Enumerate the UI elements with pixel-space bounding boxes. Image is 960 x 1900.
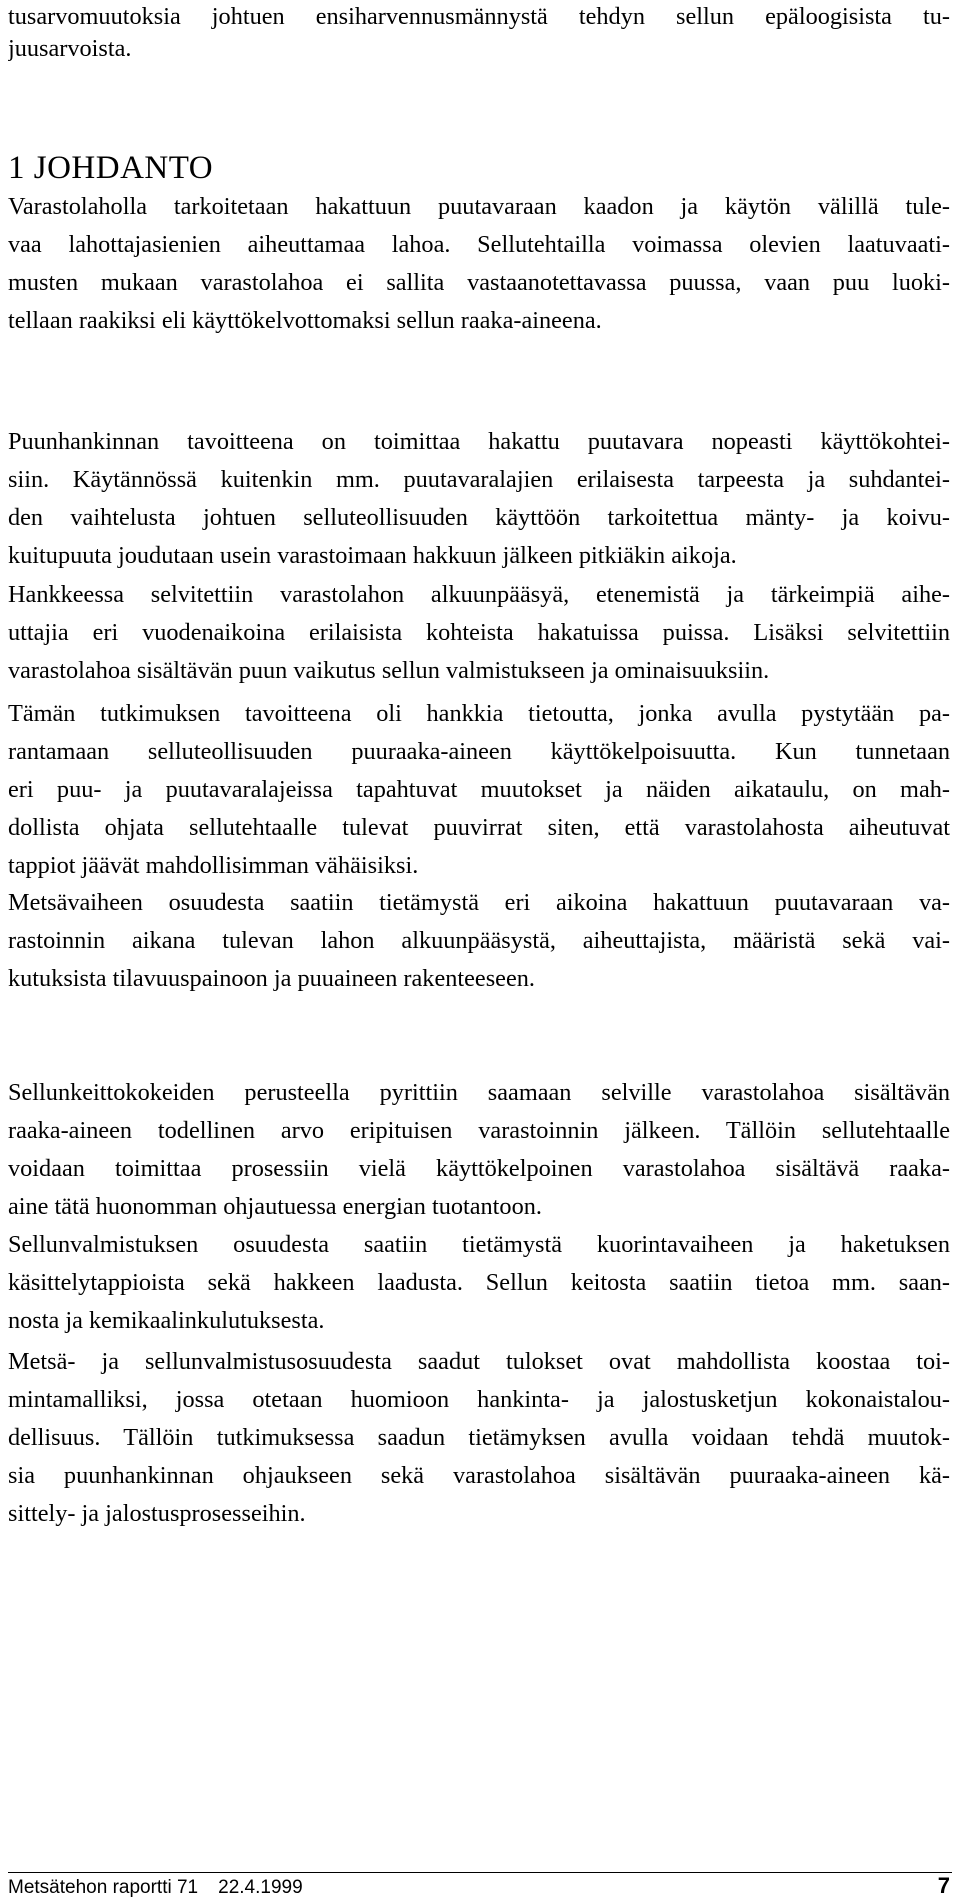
- text-line: aine tätä huonomman ohjautuessa energian tuotantoon.: [8, 1193, 542, 1220]
- text-line: dellisuus. Tällöin tutkimuksessa saadun tietämyksen avulla voidaan tehdä muutok-: [8, 1424, 950, 1451]
- text-line: Sellunvalmistuksen osuudesta saatiin tietämystä kuorintavaiheen ja haketuksen: [8, 1231, 950, 1258]
- text-line: Metsävaiheen osuudesta saatiin tietämystä eri aikoina hakattuun puutavaraan va-: [8, 889, 950, 916]
- text-line: dollista ohjata sellutehtaalle tulevat puuvirrat siten, että varastolahosta aiheutuvat: [8, 814, 950, 841]
- text-line: käsittelytappioista sekä hakkeen laadusta. Sellun keitosta saatiin tietoa mm. saan-: [8, 1269, 950, 1296]
- text-line: Varastolaholla tarkoitetaan hakattuun puutavaraan kaadon ja käytön välillä tule-: [8, 193, 950, 220]
- page-number: 7: [937, 1873, 950, 1898]
- text-line: juusarvoista.: [8, 35, 132, 62]
- text-line: vaa lahottajasienien aiheuttamaa lahoa. Sellutehtailla voimassa olevien laatuvaati-: [8, 231, 950, 258]
- text-line: Tämän tutkimuksen tavoitteena oli hankkia tietoutta, jonka avulla pystytään pa-: [8, 700, 950, 727]
- footer-date: 22.4.1999: [218, 1877, 303, 1898]
- text-line: nosta ja kemikaalinkulutuksesta.: [8, 1307, 325, 1334]
- text-line: raaka-aineen todellinen arvo eripituisen varastoinnin jälkeen. Tällöin sellutehtaalle: [8, 1117, 950, 1144]
- text-line: mintamalliksi, jossa otetaan huomioon hankinta- ja jalostusketjun kokonaistalou-: [8, 1386, 950, 1413]
- text-line: tellaan raakiksi eli käyttökelvottomaksi sellun raaka-aineena.: [8, 307, 602, 334]
- footer-info: [8, 1876, 303, 1900]
- text-line: rantamaan selluteollisuuden puuraaka-aineen käyttökelpoisuutta. Kun tunnetaan: [8, 738, 950, 765]
- text-line: sittely- ja jalostusprosesseihin.: [8, 1500, 306, 1527]
- text-line: eri puu- ja puutavaralajeissa tapahtuvat muutokset ja näiden aikataulu, on mah-: [8, 776, 950, 803]
- text-line: siin. Käytännössä kuitenkin mm. puutavaralajien erilaisesta tarpeesta ja suhdantei-: [8, 466, 950, 493]
- text-line: kuitupuuta joudutaan usein varastoimaan hakkuun jälkeen pitkiäkin aikoja.: [8, 542, 737, 569]
- text-line: kutuksista tilavuuspainoon ja puuaineen rakenteeseen.: [8, 965, 535, 992]
- text-line: varastolahoa sisältävän puun vaikutus sellun valmistukseen ja ominaisuuksiin.: [8, 657, 770, 684]
- footer-divider: [8, 1872, 952, 1873]
- footer-publication: Metsätehon raportti 71: [8, 1877, 199, 1898]
- text-line: rastoinnin aikana tulevan lahon alkuunpääsystä, aiheuttajista, määristä sekä vai-: [8, 927, 950, 954]
- text-line: uttajia eri vuodenaikoina erilaisista kohteista hakatuissa puissa. Lisäksi selvitettiin: [8, 619, 950, 646]
- text-line: Metsä- ja sellunvalmistusosuudesta saadut tulokset ovat mahdollista koostaa toi-: [8, 1348, 950, 1375]
- text-line: tappiot jäävät mahdollisimman vähäisiksi.: [8, 852, 419, 879]
- text-line: tusarvomuutoksia johtuen ensiharvennusmännystä tehdyn sellun epäloogisista tu-: [8, 3, 950, 30]
- text-line: Sellunkeittokokeiden perusteella pyrittiin saamaan selville varastolahoa sisältävän: [8, 1079, 950, 1106]
- section-heading: 1 JOHDANTO: [8, 150, 214, 186]
- text-line: musten mukaan varastolahoa ei sallita vastaanotettavassa puussa, vaan puu luoki-: [8, 269, 950, 296]
- text-line: sia puunhankinnan ohjaukseen sekä varastolahoa sisältävän puuraaka-aineen kä-: [8, 1462, 950, 1489]
- text-line: Hankkeessa selvitettiin varastolahon alkuunpääsyä, etenemistä ja tärkeimpiä aihe-: [8, 581, 950, 608]
- text-line: voidaan toimittaa prosessiin vielä käyttökelpoinen varastolahoa sisältävä raaka-: [8, 1155, 950, 1182]
- text-line: den vaihtelusta johtuen selluteollisuuden käyttöön tarkoitettua mänty- ja koivu-: [8, 504, 950, 531]
- text-line: Puunhankinnan tavoitteena on toimittaa hakattu puutavara nopeasti käyttökohtei-: [8, 428, 950, 455]
